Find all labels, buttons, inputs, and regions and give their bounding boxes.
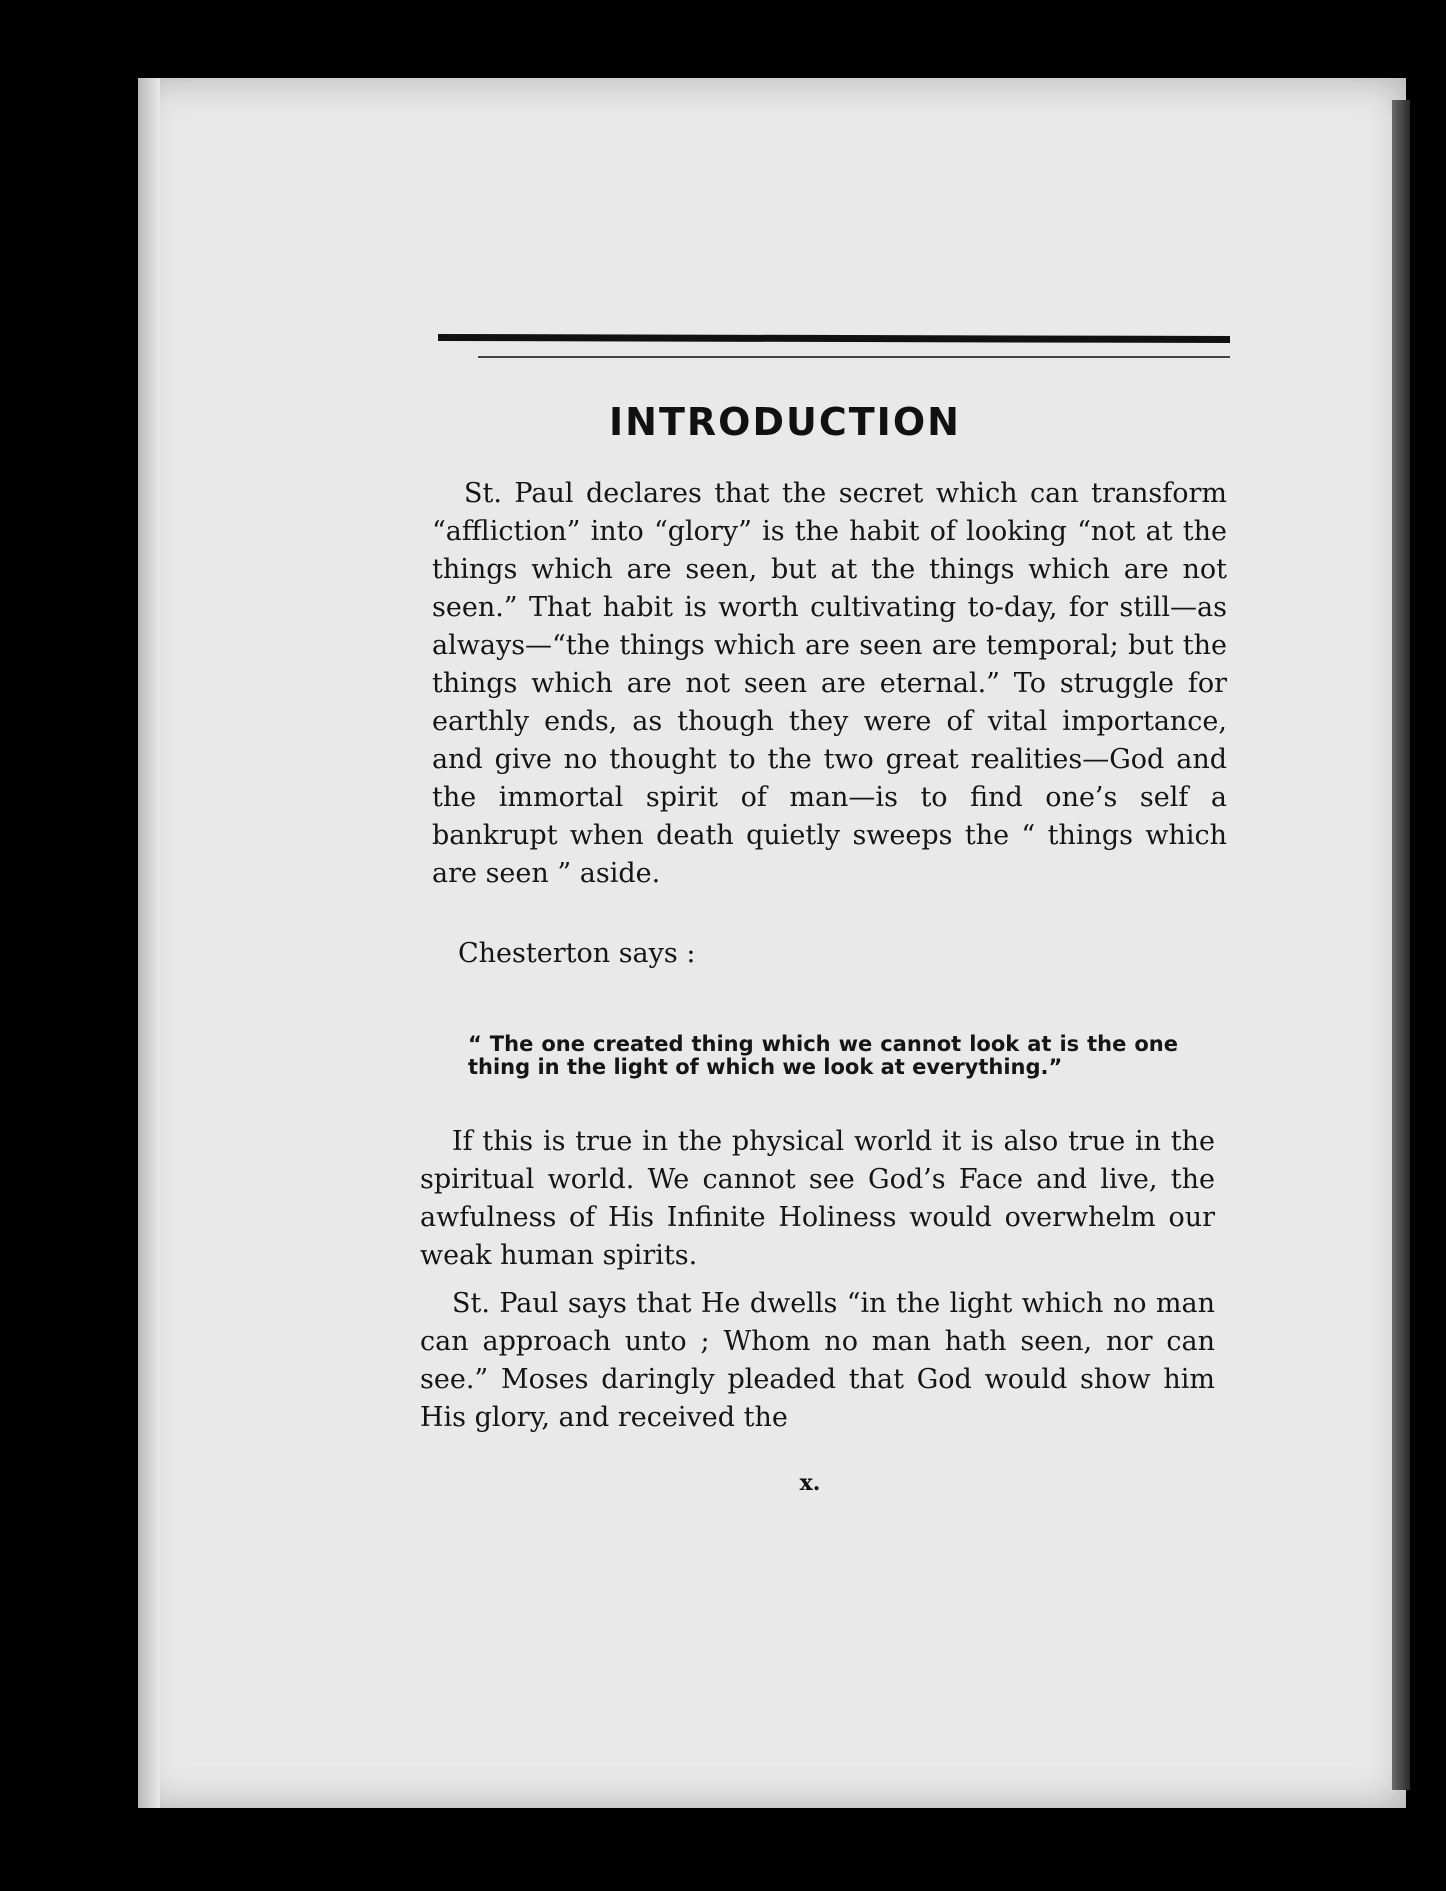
text-paragraph-3-block — [420, 1123, 1215, 1275]
quote-block — [468, 1012, 1178, 1100]
page-left-edge — [138, 78, 160, 1808]
header-rule-thin — [478, 356, 1230, 358]
text-paragraph-1-block — [432, 475, 1227, 893]
paragraph-1: St. Paul declares that the secret which can transform “affliction” into “glory” is the habit of looking “not at the things which are seen, but at the things which are not seen.” That habit is worth cultivating to-day, for still—as always—“the things which are seen are temporal; but the things which are not seen are eternal.” To struggle for earthly ends, as though they were of vital importance, and give no thought to the two great realities—God and the immortal spirit of man—is to find one’s self a bankrupt when death quietly sweeps the “ things which are seen ” aside. — [432, 478, 1227, 889]
page-right-edge — [1392, 100, 1410, 1790]
chapter-title: INTRODUCTION — [609, 400, 961, 444]
chesterton-quote: “ The one created thing which we cannot look at is the one thing in the light of which we look at everything.” — [468, 1032, 1178, 1079]
text-paragraph-4-block — [420, 1285, 1215, 1437]
paragraph-3: If this is true in the physical world it is also true in the spiritual world. We cannot see God’s Face and live, the awfulness of His Infinite Holiness would overwhelm our weak human spirits. — [420, 1126, 1215, 1271]
page-number: x. — [799, 1470, 821, 1496]
text-paragraph-2-block — [458, 935, 958, 973]
paragraph-4: St. Paul says that He dwells “in the light which no man can approach unto ; Whom no man hath seen, nor can see.” Moses daringly pleaded that God would show him His glory, and received the — [420, 1288, 1215, 1433]
paragraph-2: Chesterton says : — [458, 938, 696, 969]
